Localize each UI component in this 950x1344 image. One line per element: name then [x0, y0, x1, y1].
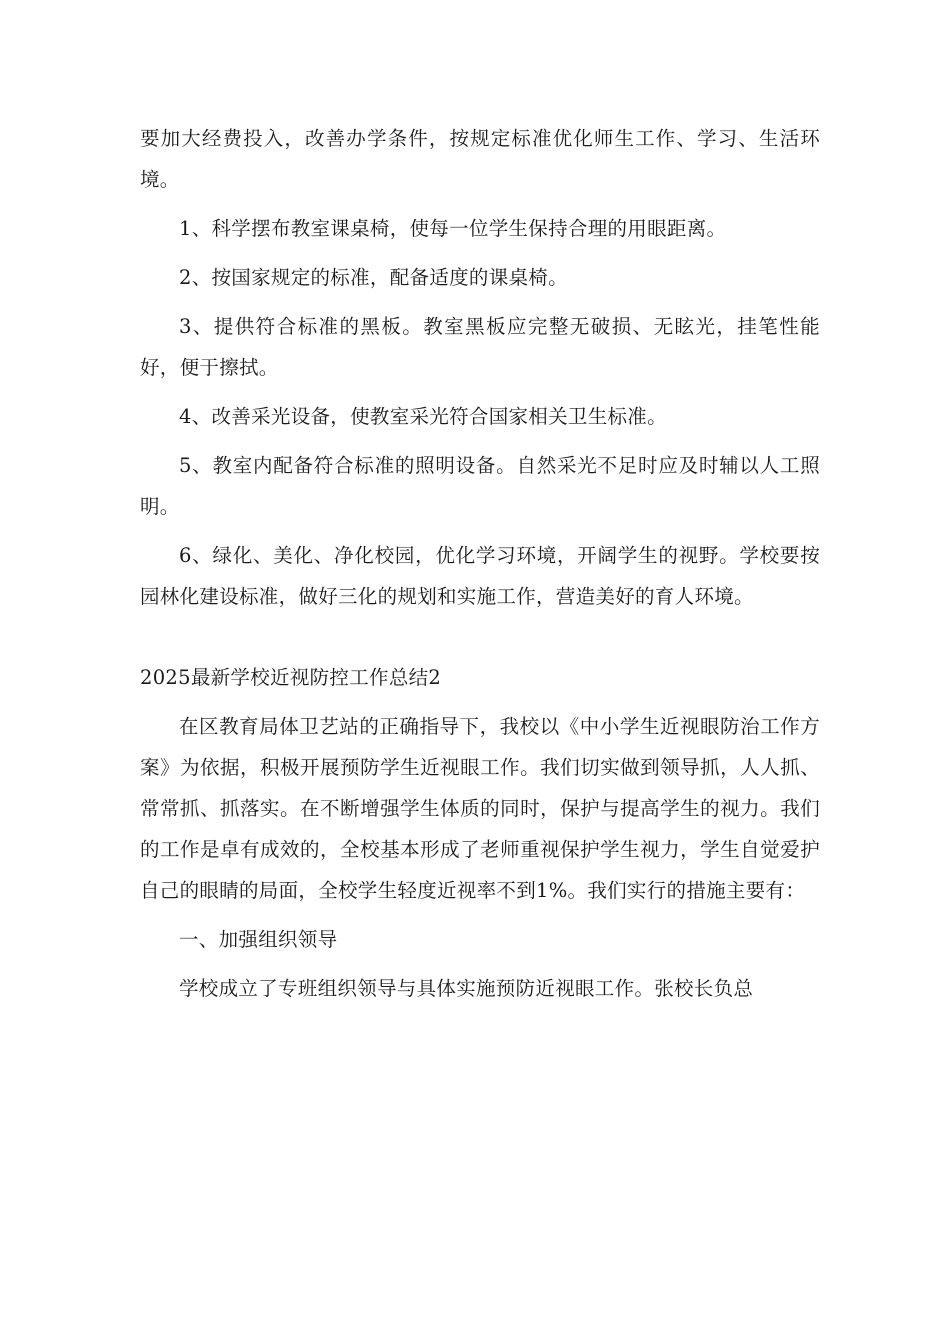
section-paragraph-2: 学校成立了专班组织领导与具体实施预防近视眼工作。张校长负总 — [179, 977, 754, 1000]
section-paragraph-1: 在区教育局体卫艺站的正确指导下，我校以《中小学生近视眼防治工作方案》为依据，积极开展预防学生近视眼工作。我们切实做到领导抓，人人抓、常常抓、抓落实。在不断增强学生体质的同时，保护与提高学生的视力。我们的工作是卓有成效的，全校基本形成了老师重视保护学生视力，学生自觉爱护自己的眼睛的局面，全校学生轻度近视率不到1%。我们实行的措施主要有： — [140, 715, 820, 902]
paragraph-item-1: 1、科学摆布教室课桌椅，使每一位学生保持合理的用眼距离。 — [179, 217, 727, 240]
paragraph-item-6: 6、绿化、美化、净化校园，优化学习环境，开阔学生的视野。学校要按园林化建设标准，做好三化的规划和实施工作，营造美好的育人环境。 — [140, 544, 820, 608]
paragraph-item-5: 5、教室内配备符合标准的照明设备。自然采光不足时应及时辅以人工照明。 — [140, 454, 820, 518]
paragraph-item-2: 2、按国家规定的标准，配备适度的课桌椅。 — [179, 266, 568, 289]
paragraph-intro: 要加大经费投入，改善办学条件，按规定标准优化师生工作、学习、生活环境。 — [140, 127, 820, 191]
section-subheading: 一、加强组织领导 — [179, 928, 338, 951]
section-title: 2025最新学校近视防控工作总结2 — [140, 666, 442, 689]
paragraph-item-3: 3、提供符合标准的黑板。教室黑板应完整无破损、无眩光，挂笔性能好，便于擦拭。 — [140, 315, 820, 379]
paragraph-item-4: 4、改善采光设备，使教室采光符合国家相关卫生标准。 — [179, 405, 667, 428]
document-body — [140, 118, 820, 1017]
